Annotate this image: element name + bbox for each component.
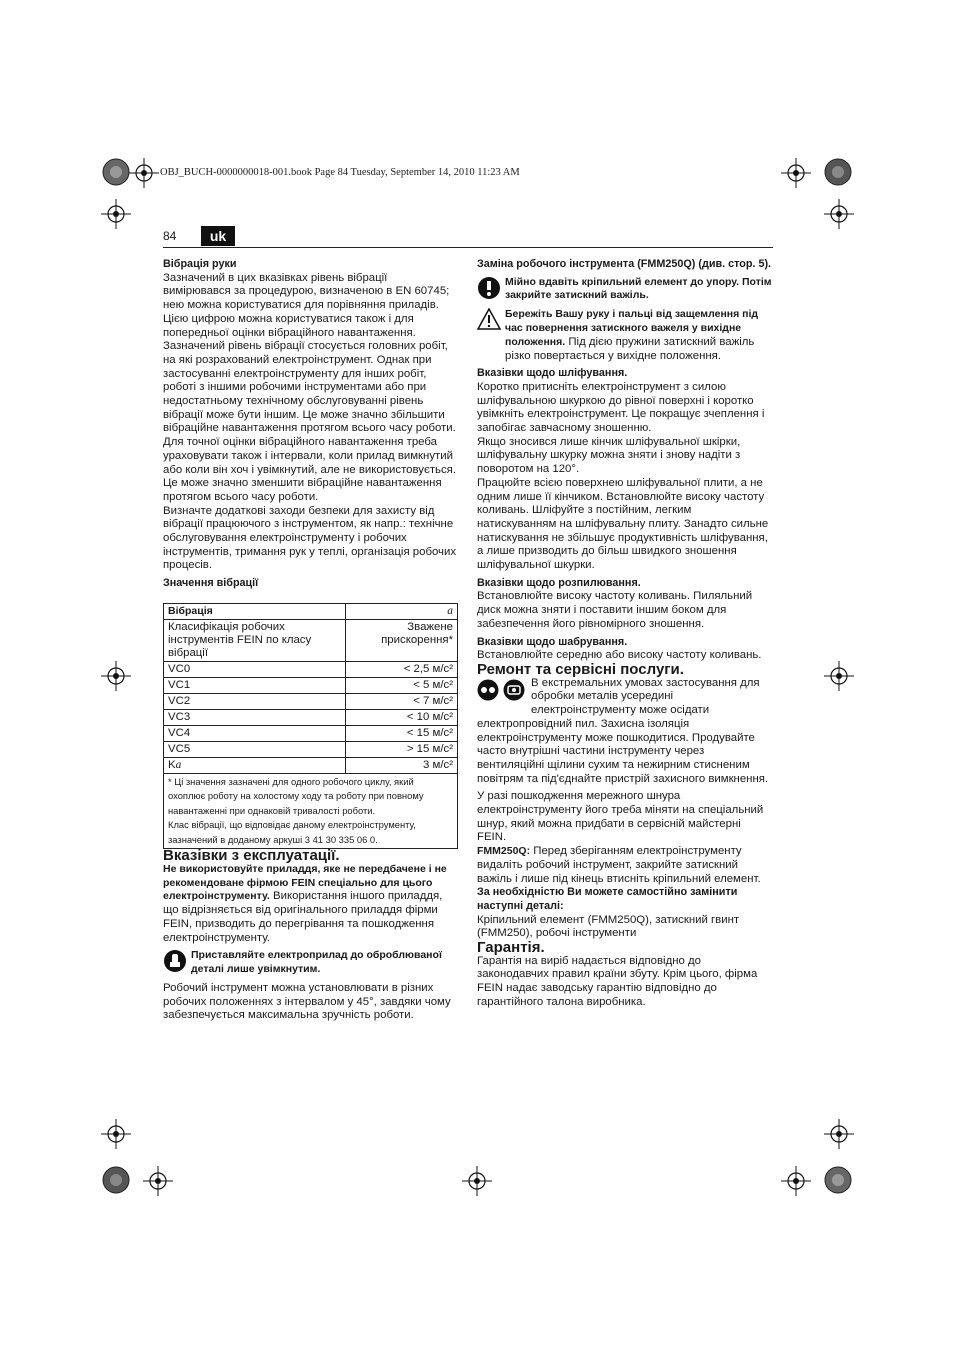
sanding-title: Вказівки щодо шліфування. xyxy=(477,367,628,380)
table-header: Вібрація xyxy=(164,603,346,619)
vibration-table xyxy=(163,603,458,850)
sawing-title: Вказівки щодо розпилювання. xyxy=(477,576,641,589)
footnote-1: * Ці значення зазначені для одного робочого циклу, який охоплює роботу на холостому ходу та роботу при повному навантаженні при однаковій тривалості роботи. xyxy=(168,775,424,816)
registration-crosshair-icon xyxy=(101,661,131,691)
table-cell: < 5 м/с² xyxy=(346,677,458,693)
warn-bold: Бережіть Вашу руку і пальці від защемлення під час повернення затискного важеля у вихідне положення. xyxy=(505,308,759,348)
goggles-icon xyxy=(477,679,499,706)
operation-title: Вказівки з експлуатації. xyxy=(163,847,340,865)
paragraph: Зазначений в цих вказівках рівень вібрації вимірювався за процедурою, визначеною в EN 60745; нею можна користуватися для порівняння приладів. Цією цифрою можна користуватися також і для попередньої оцінки вібраційного навантаження. xyxy=(163,271,450,339)
table-cell: < 7 м/с² xyxy=(346,693,458,709)
op-text: Використання іншого приладдя, що відрізняється від оригінального приладдя фірми FEIN, призводить до перегрівання та пошкодження електроінструменту. xyxy=(163,890,443,944)
vibration-title: Вібрація руки xyxy=(163,258,237,270)
table-cell: VC2 xyxy=(164,693,346,709)
note1: Мійно вдавіть кріпильний елемент до упору. Потім закрийте затискний важіль. xyxy=(505,275,772,302)
table-cell: VC4 xyxy=(164,725,346,741)
parts-title: За необхідністю Ви можете самостійно замінити наступні деталі: xyxy=(477,886,738,912)
right-column xyxy=(477,258,773,1010)
color-wheel-icon xyxy=(824,158,852,186)
table-row xyxy=(164,619,458,661)
color-wheel-icon xyxy=(102,158,130,186)
registration-crosshair-icon xyxy=(462,1166,492,1196)
left-column xyxy=(163,258,458,1023)
paragraph: Кріпильний елемент (FMM250Q), затискний гвинт (FMM250), робочі інструменти xyxy=(477,913,740,940)
registration-crosshair-icon xyxy=(781,158,811,188)
ka-a: a xyxy=(175,758,182,771)
color-wheel-icon xyxy=(824,1166,852,1194)
page-number: 84 xyxy=(163,229,177,243)
note1-row xyxy=(477,276,773,305)
footnote-2: Клас вібрації, що відповідає даному електроінструменту, зазначений в доданому аркуші 3 41 30 335 06 0. xyxy=(168,819,416,845)
paragraph: Визначте додаткові заходи безпеки для захисту від вібрації працюючого з інструментом, як напр.: технічне обслуговування електроінструменту і робочих інструментів, тримання рук у теплі, організація робочих процесів. xyxy=(163,504,457,572)
table-row xyxy=(164,741,458,757)
table-cell: 3 м/с² xyxy=(346,757,458,773)
table-row xyxy=(164,677,458,693)
table-row xyxy=(164,757,458,773)
table-cell: < 10 м/с² xyxy=(346,709,458,725)
color-wheel-icon xyxy=(102,1166,130,1194)
file-info: OBJ_BUCH-0000000018-001.book Page 84 Tuesday, September 14, 2010 11:23 AM xyxy=(160,167,520,178)
registration-crosshair-icon xyxy=(101,1119,131,1149)
table-cell: Класифікація робочих інструментів FEIN по класу вібрації xyxy=(164,619,346,661)
table-cell: < 15 м/с² xyxy=(346,725,458,741)
registration-crosshair-icon xyxy=(824,661,854,691)
table-cell: Зважене прискорення* xyxy=(346,619,458,661)
paragraph: Встановлюйте високу частоту коливань. Пиляльний диск можна зняти і поставити іншим боком для забезпечення його рівномірного зношення. xyxy=(477,590,753,630)
paragraph: У разі пошкодження мережного шнура електроінструменту його треба міняти на спеціальний шнур, який можна придбати в сервісній майстерні FEIN. xyxy=(477,790,764,844)
paragraph: Гарантія на виріб надається відповідно до законодавчих правил країни збуту. Крім цього, фірма FEIN надає заводську гарантію відповідно до гарантійного талона виробника. xyxy=(477,954,758,1008)
registration-crosshair-icon xyxy=(824,199,854,229)
table-cell: < 2,5 м/с² xyxy=(346,661,458,677)
service-bold: FMM250Q: xyxy=(477,845,531,858)
table-row xyxy=(164,773,458,849)
table-row xyxy=(164,725,458,741)
registration-crosshair-icon xyxy=(824,1119,854,1149)
ka-k: K xyxy=(168,758,176,771)
service-p3: Перед зберіганням електроінструменту видаліть робочий інструмент, закрийте затискний важіль і лише під кінець втисніть кріпильний елемент. xyxy=(477,845,761,885)
paragraph: Якщо зносився лише кінчик шліфувальної шкірки, шліфувальну шкурку можна зняти і знову надіти з поворотом на 120°. xyxy=(477,435,741,476)
paragraph: Коротко притисніть електроінструмент з силою шліфувальною шкуркою до рівної поверхні і коротко увімкніть електроінструмент. Це покращує зчеплення і запобігає завчасному зношенню. xyxy=(477,380,765,435)
paragraph: Для точної оцінки вібраційного навантаження треба ураховувати також і інтервали, коли прилад вимкнутий або коли він хоч і увімкнутий, але не використовується. Це може значно зменшити вібраційне навантаження протягом всього часу роботи. xyxy=(163,436,456,503)
registration-crosshair-icon xyxy=(101,199,131,229)
table-cell: VC1 xyxy=(164,677,346,693)
switch-note-row xyxy=(163,949,458,978)
warning-triangle-icon xyxy=(477,308,501,335)
op-bold: Не використовуйте приладдя, яке не передбачене і не рекомендоване фірмою FEIN спеціально для цього електроінструменту. xyxy=(163,863,447,903)
paragraph xyxy=(163,863,458,945)
table-cell: VC0 xyxy=(164,661,346,677)
warranty-title: Гарантія. xyxy=(477,939,545,957)
language-badge: uk xyxy=(201,226,235,246)
table-row xyxy=(164,709,458,725)
paragraph: Працюйте всією поверхнею шліфувальної плити, а не одним лише її кінчиком. Встановлюйте високу частоту коливань. Шліфуйте з постійним, легким натискуванням на шліфувальну плиту. Занадто сильне натискування не збільшує продуктивність шліфування, а лише призводить до більш швидкого зношення шліфувальної шкурки. xyxy=(477,476,769,572)
table-footnote xyxy=(164,773,458,849)
paragraph xyxy=(477,845,773,886)
mandatory-action-icon xyxy=(163,949,187,978)
table-header: a xyxy=(346,603,458,619)
table-cell: > 15 м/с² xyxy=(346,741,458,757)
paragraph: Робочий інструмент можна установлювати в різних робочих положеннях з інтервалом у 45°, завдяки чому забезпечується максимальна зручність роботи. xyxy=(163,982,451,1022)
switch-note: Приставляйте електроприлад до оброблюваної деталі лише увімкнутим. xyxy=(191,949,442,975)
paragraph: В екстремальних умовах застосування для обробки металів усередині електроінструменту може осідати електропровідний пил. Захисна ізоляція електроінструменту може пошкодитися. Продувайте часто внутрішні частини інструменту через вентиляційні щілини сухим та нежирним стисненим повітрям та під'єднайте пристрій захисного вимкнення. xyxy=(477,676,769,785)
paragraph: Зазначений рівень вібрації стосується головних робіт, на які розрахований електроінструмент. Однак при застосуванні електроінструменту для інших робіт, роботі з іншими робочими інструментами або при недостатньому технічному обслуговуванні рівень вібрації може бути іншим. Це може значно збільшити вібраційне навантаження протягом всього часу роботи. xyxy=(163,340,456,435)
warning-row xyxy=(477,308,773,363)
vibration-values-title: Значення вібрації xyxy=(163,577,259,590)
table-cell: VC3 xyxy=(164,709,346,725)
scraping-title: Вказівки щодо шабрування. xyxy=(477,635,628,648)
service-title: Ремонт та сервісні послуги. xyxy=(477,660,684,678)
warning-text xyxy=(505,308,773,363)
table-cell: VC5 xyxy=(164,741,346,757)
header-rule xyxy=(163,247,773,248)
registration-crosshair-icon xyxy=(781,1166,811,1196)
mandatory-action-icon xyxy=(477,276,501,305)
registration-crosshair-icon xyxy=(129,158,159,188)
service-icons xyxy=(477,679,525,706)
table-row xyxy=(164,603,458,619)
registration-crosshair-icon xyxy=(143,1166,173,1196)
tool-change-title: Заміна робочого інструмента (FMM250Q) (див. стор. 5). xyxy=(477,258,772,270)
ear-protection-icon xyxy=(503,679,525,706)
warn-text: Під дією пружини затискний важіль різко повертається у вихідне положення. xyxy=(505,335,755,362)
paragraph: Встановлюйте середню або високу частоту коливань. xyxy=(477,649,762,662)
table-row xyxy=(164,661,458,677)
table-row xyxy=(164,693,458,709)
table-cell xyxy=(164,757,346,773)
